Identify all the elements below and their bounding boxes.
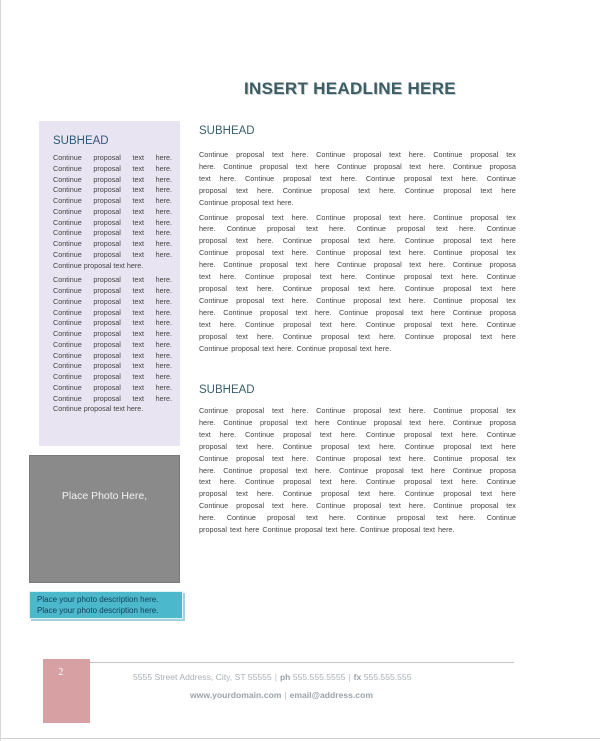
page-number: 2	[58, 667, 64, 678]
text-line: Continue proposal text here.	[53, 206, 172, 216]
text-line: Continue proposal text here.	[53, 296, 172, 306]
footer-web-line	[190, 690, 490, 700]
photo-caption-line: Place your photo description here.	[37, 595, 159, 604]
text-line: Continue proposal text here.	[53, 318, 172, 328]
text-line: Continue proposal text here. Continue proposal text here. Continue proposal tex	[199, 406, 516, 415]
text-line: Continue proposal text here.	[53, 196, 172, 205]
text-line: text here. Continue proposal text here. Continue proposal text here. Continue	[199, 272, 516, 282]
body-paragraph	[199, 149, 516, 209]
text-line: Continue proposal text here. Continue proposal text here. Continue proposal tex	[199, 501, 516, 511]
page-headline: INSERT HEADLINE HERE	[244, 79, 456, 98]
text-line: here. Continue proposal text here. Continue proposal text here. Continue	[199, 513, 516, 523]
main-section-2	[199, 384, 516, 536]
footer-phone: 555.555.5555	[292, 672, 346, 682]
text-line: Continue proposal text here.	[53, 185, 172, 195]
photo-caption-box	[29, 591, 183, 619]
text-line: text here. Continue proposal text here. Continue proposal text here. Continue	[199, 429, 516, 439]
text-line: Continue proposal text here.	[199, 197, 294, 207]
text-line: text here. Continue proposal text here. Continue proposal text here. Continue	[199, 477, 516, 487]
sidebar-text	[53, 153, 172, 415]
text-line: Continue proposal text here.	[53, 228, 172, 238]
text-line: Continue proposal text here.	[53, 275, 172, 285]
text-line: here. Continue proposal text here. Continue proposal text here Continue proposa	[199, 465, 516, 475]
text-line: Continue proposal text here. Continue proposal text here.	[199, 343, 392, 353]
section-subhead: SUBHEAD	[199, 125, 255, 137]
text-line: here. Continue proposal text here. Continue proposal text here. Continue	[199, 224, 516, 234]
text-line: here. Continue proposal text here Continue proposal text here. Continue proposa	[199, 260, 516, 270]
text-line: Continue proposal text here.	[53, 361, 172, 371]
text-line: Continue proposal text here.	[53, 249, 172, 259]
footer-contact-line	[133, 672, 513, 682]
text-line: Continue proposal text here.	[53, 239, 172, 248]
text-line: proposal text here. Continue proposal text here. Continue proposal text here	[199, 236, 516, 246]
sidebar-paragraph	[53, 275, 172, 415]
text-line: Continue proposal text here. Continue proposal text here. Continue proposal tex	[199, 150, 516, 159]
footer-separator: |	[284, 690, 287, 700]
main-section-1	[199, 125, 516, 354]
sidebar-box	[39, 121, 180, 446]
text-line: Continue proposal text here.	[53, 163, 172, 173]
footer-separator: |	[348, 672, 351, 682]
text-line: Continue proposal text here.	[53, 286, 172, 295]
section-subhead: SUBHEAD	[199, 384, 255, 396]
text-line: proposal text here. Continue proposal text here. Continue proposal text here	[199, 283, 516, 293]
footer-divider	[90, 662, 514, 663]
sidebar-subhead: SUBHEAD	[53, 135, 109, 147]
footer-website[interactable]: www.yourdomain.com	[190, 690, 282, 700]
text-line: text here. Continue proposal text here. Continue proposal text here. Continue	[199, 319, 516, 329]
text-line: here. Continue proposal text here Continue proposal text here. Continue proposa	[199, 417, 516, 427]
text-line: here. Continue proposal text here Continue proposal text here. Continue proposa	[199, 161, 516, 171]
footer-separator: |	[274, 672, 277, 682]
text-line: Continue proposal text here.	[53, 393, 172, 403]
text-line: Continue proposal text here.	[53, 339, 172, 349]
text-line: Continue proposal text here.	[53, 382, 172, 392]
text-line: Continue proposal text here. Continue proposal text here. Continue proposal tex	[199, 212, 516, 222]
text-line: Continue proposal text here.	[53, 372, 172, 381]
body-paragraph	[199, 212, 516, 355]
text-line: Continue proposal text here. Continue proposal text here. Continue proposal tex	[199, 453, 516, 463]
footer-email[interactable]: email@address.com	[289, 690, 373, 700]
text-line: proposal text here Continue proposal text here. Continue proposal text here.	[199, 525, 455, 535]
sidebar-paragraph	[53, 153, 172, 271]
text-line: proposal text here. Continue proposal text here. Continue proposal text here	[199, 489, 516, 499]
footer-fax-label: fx	[353, 672, 362, 682]
page-bottom-edge	[0, 738, 600, 739]
text-line: here. Continue proposal text here. Continue proposal text here Continue proposa	[199, 307, 516, 317]
page-number-box	[43, 659, 90, 723]
text-line: Continue proposal text here.	[53, 404, 144, 414]
text-line: text here. Continue proposal text here. Continue proposal text here. Continue	[199, 173, 516, 183]
text-line: Continue proposal text here.	[53, 174, 172, 184]
text-line: Continue proposal text here.	[53, 350, 172, 360]
photo-placeholder-label: Place Photo Here,	[61, 490, 148, 502]
text-line: proposal text here. Continue proposal text here. Continue proposal text here	[199, 441, 516, 451]
footer-address: 5555 Street Address, City, ST 55555	[133, 672, 272, 682]
footer-fax: 555.555.555	[363, 672, 412, 682]
body-paragraph	[199, 405, 516, 536]
text-line: Continue proposal text here.	[53, 217, 172, 227]
photo-placeholder[interactable]	[29, 455, 180, 583]
text-line: proposal text here. Continue proposal text here. Continue proposal text here	[199, 185, 516, 195]
page-left-edge	[0, 0, 1, 741]
text-line: Continue proposal text here.	[53, 260, 144, 270]
footer-phone-label: ph	[279, 672, 291, 682]
text-line: Continue proposal text here.	[53, 153, 172, 162]
text-line: Continue proposal text here. Continue proposal text here. Continue proposal tex	[199, 248, 516, 258]
text-line: Continue proposal text here. Continue proposal text here. Continue proposal tex	[199, 295, 516, 305]
photo-caption-line: Place your photo description here.	[37, 605, 159, 615]
text-line: Continue proposal text here.	[53, 307, 172, 317]
text-line: proposal text here. Continue proposal text here. Continue proposal text here	[199, 331, 516, 341]
text-line: Continue proposal text here.	[53, 329, 172, 338]
